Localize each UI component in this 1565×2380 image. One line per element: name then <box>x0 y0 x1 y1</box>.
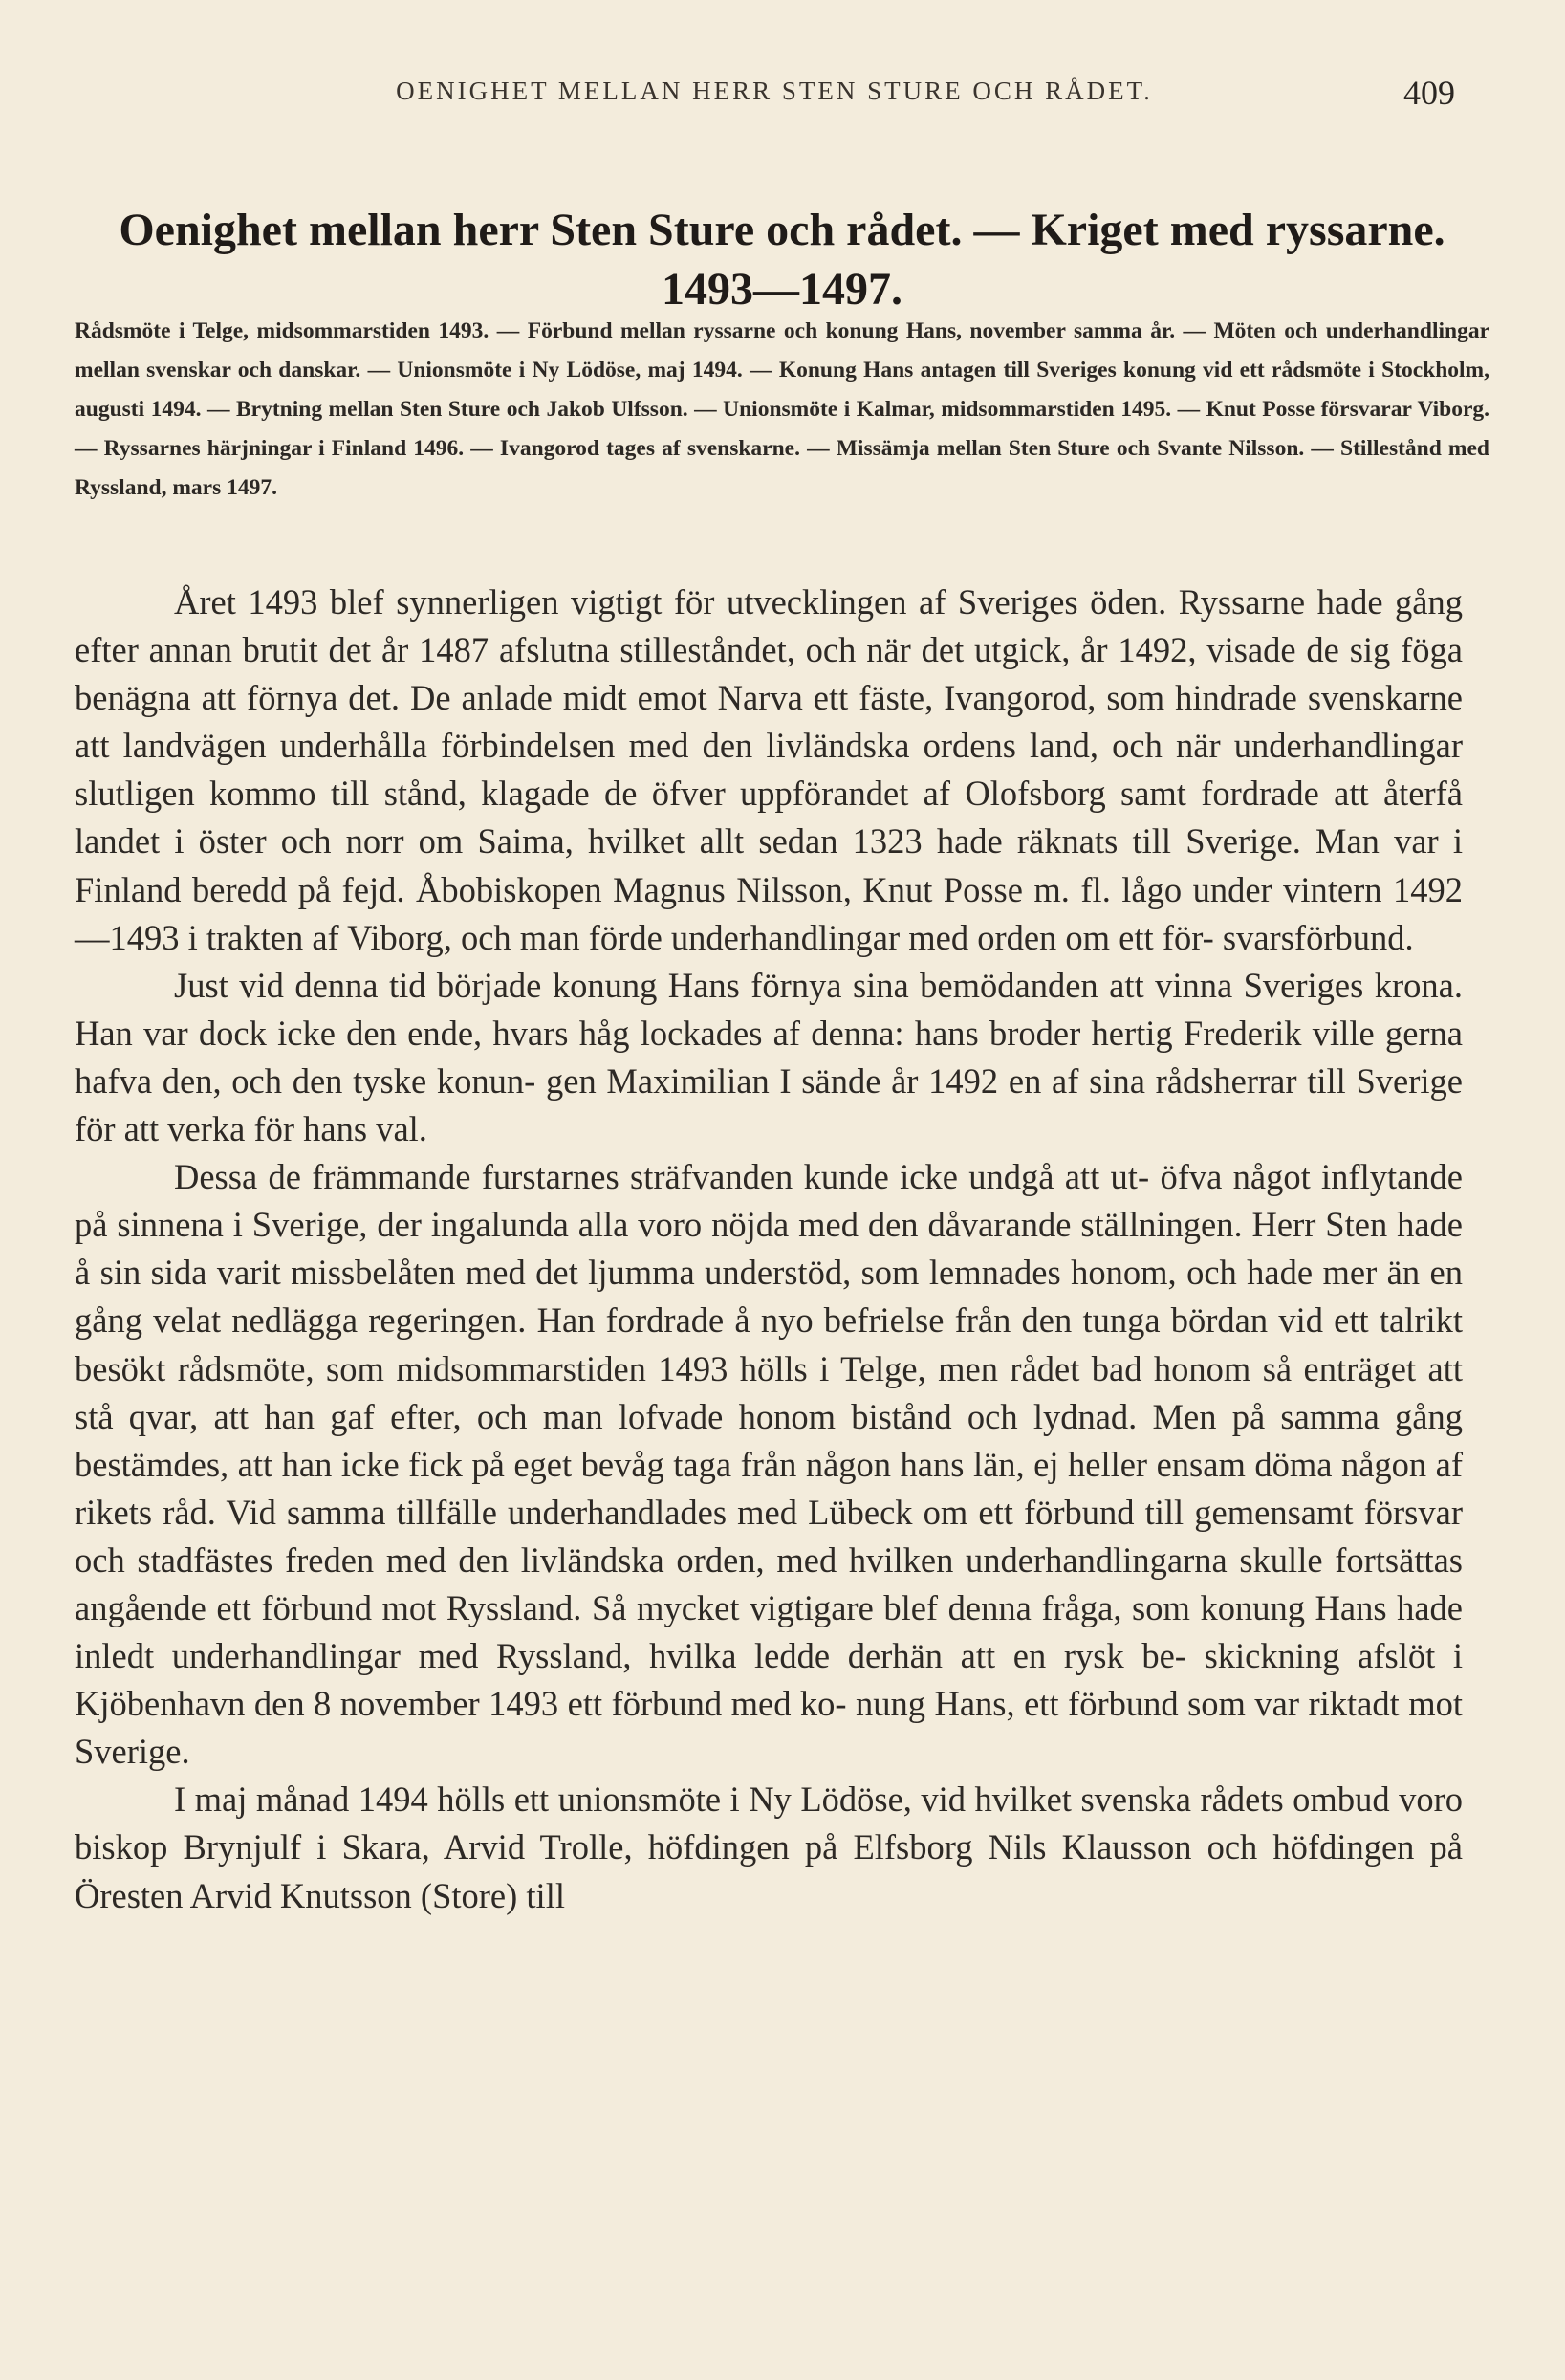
text-line: Ryssarne hade gång efter annan brutit det år 1487 afslutna stilleståndet, <box>75 582 1463 670</box>
text-line: Dessa de främmande furstarnes sträfvanden kunde icke undgå att ut- <box>174 1157 1150 1197</box>
text-line: allt sedan 1323 hade räknats till Sverige. Man var i Finland beredd på fejd. <box>75 821 1464 909</box>
paragraph-4 <box>75 1776 1463 1919</box>
text-line: med det ljumma understöd, som lemnades honom, och hade mer än en gång <box>75 1253 1463 1341</box>
text-line: och när det utgick, år 1492, visade de sig föga benägna att förnya det. De <box>75 630 1463 718</box>
text-line: gen Maximilian I sände år 1492 en af sina rådsherrar till Sverige för att <box>75 1060 1464 1149</box>
text-line: i trakten af Viborg, och man förde underhandlingar med orden om ett för- <box>187 917 1214 957</box>
text-line: man lofvade honom bistånd och lydnad. Men på samma gång bestämdes, att <box>75 1396 1463 1484</box>
summary-line: — Ryssarnes härjningar i Finland 1496. — Ivangorod tages af svenskarne. — Missämja mellan Sten Sture och <box>75 436 1151 461</box>
text-line: inledt underhandlingar med Ryssland, hvilka ledde derhän att en rysk be- <box>75 1636 1186 1676</box>
paragraph-1 <box>75 579 1463 962</box>
text-line: någon af rikets råd. Vid samma tillfälle underhandlades med Lübeck om ett <box>75 1444 1463 1532</box>
summary-line: Rådsmöte i Telge, midsommarstiden 1493. — Förbund mellan ryssarne och konung Hans, november <box>75 318 1066 343</box>
text-line: bördan vid ett talrikt besökt rådsmöte, som midsommarstiden 1493 hölls i <box>75 1300 1464 1388</box>
chapter-summary <box>75 312 1489 508</box>
text-line: med hvilken underhandlingarna skulle fortsättas angående ett förbund mot <box>75 1539 1464 1627</box>
text-line: I maj månad 1494 hölls ett unionsmöte i Ny Lödöse, vid hvilket <box>174 1780 1072 1820</box>
text-line: Åbobiskopen Magnus Nilsson, Knut Posse m. fl. lågo under vintern 1492—1493 <box>75 869 1463 957</box>
text-line: Olofsborg samt fordrade att återfå landet i öster och norr om Saima, hvilket <box>75 774 1463 862</box>
text-line: Elfsborg Nils Klausson och höfdingen på Öresten Arvid Knutsson (Store) till <box>75 1827 1463 1915</box>
text-line: landvägen underhålla förbindelsen med den livländska ordens land, och när <box>122 726 1221 766</box>
text-line: velat nedlägga regeringen. Han fordrade å nyo befrielse från den tunga <box>153 1300 1161 1341</box>
text-line: skickning afslöt i Kjöbenhavn den 8 november 1493 ett förbund med ko- <box>75 1636 1464 1724</box>
text-line: nung Hans, ett förbund som var riktadt mot Sverige. <box>75 1684 1463 1772</box>
text-line: vinna Sveriges krona. Han var dock icke den ende, hvars håg lockades af <box>75 965 1463 1053</box>
text-line: svenska rådets ombud voro biskop Brynjulf i Skara, Arvid Trolle, höfdingen på <box>75 1780 1463 1867</box>
summary-line: Sten Sture och Jakob Ulfsson. — Unionsmöte i Kalmar, midsommarstiden 1495. — Knut Posse försvarar Viborg. <box>399 397 1490 422</box>
summary-line: samma år. — Möten och underhandlingar mellan svenskar och danskar. — Unionsmöte i Ny Lödöse, maj 1494. <box>75 318 1489 382</box>
page-number: 409 <box>1403 74 1455 112</box>
text-line: Just vid denna tid började konung Hans förnya sina bemödanden att <box>174 965 1144 1005</box>
text-line: denna: hans broder hertig Frederik ville gerna hafva den, och den tyske konun- <box>75 1013 1463 1101</box>
text-line: anlade midt emot Narva ett fäste, Ivangorod, som hindrade svenskarne att <box>75 678 1464 766</box>
chapter-title <box>75 201 1489 319</box>
text-line: verka för hans val. <box>167 1109 427 1149</box>
running-head: OENIGHET MELLAN HERR STEN STURE OCH RÅDET. <box>396 76 1153 105</box>
text-line: öfva något inflytande på sinnena i Sverige, der ingalunda alla voro nöjda <box>75 1157 1464 1245</box>
text-line: han icke fick på eget bevåg taga från någon hans län, ej heller ensam döma <box>281 1444 1333 1484</box>
paragraph-3 <box>75 1153 1463 1776</box>
text-line: Året 1493 blef synnerligen vigtigt för utvecklingen af Sveriges öden. <box>174 582 1167 622</box>
chapter-title-line-1: Oenighet mellan herr Sten Sture och rådet. — Kriget med ryssarne. <box>119 205 1445 255</box>
text-line: underhandlingar slutligen kommo till stånd, klagade de öfver uppförandet af <box>75 726 1463 814</box>
text-line: med den dåvarande ställningen. Herr Sten hade å sin sida varit missbelåten <box>75 1205 1464 1293</box>
summary-line: — Konung Hans antagen till Sveriges konung vid ett rådsmöte i Stockholm, augusti 1494. — Brytning mellan <box>75 358 1490 422</box>
summary-line: Svante Nilsson. — Stillestånd med Ryssland, mars 1497. <box>75 436 1490 500</box>
text-line: Ryssland. Så mycket vigtigare blef denna fråga, som konung Hans hade <box>446 1587 1463 1627</box>
chapter-title-line-2: 1493—1497. <box>662 264 902 315</box>
text-line: svarsförbund. <box>1222 917 1414 957</box>
body-text <box>75 579 1463 1920</box>
text-line: förbund till gemensamt försvar och stadfästes freden med den livländska orden, <box>75 1492 1463 1580</box>
text-line: Telge, men rådet bad honom så enträget att stå qvar, att han gaf efter, och <box>75 1348 1463 1436</box>
paragraph-2 <box>75 962 1463 1153</box>
